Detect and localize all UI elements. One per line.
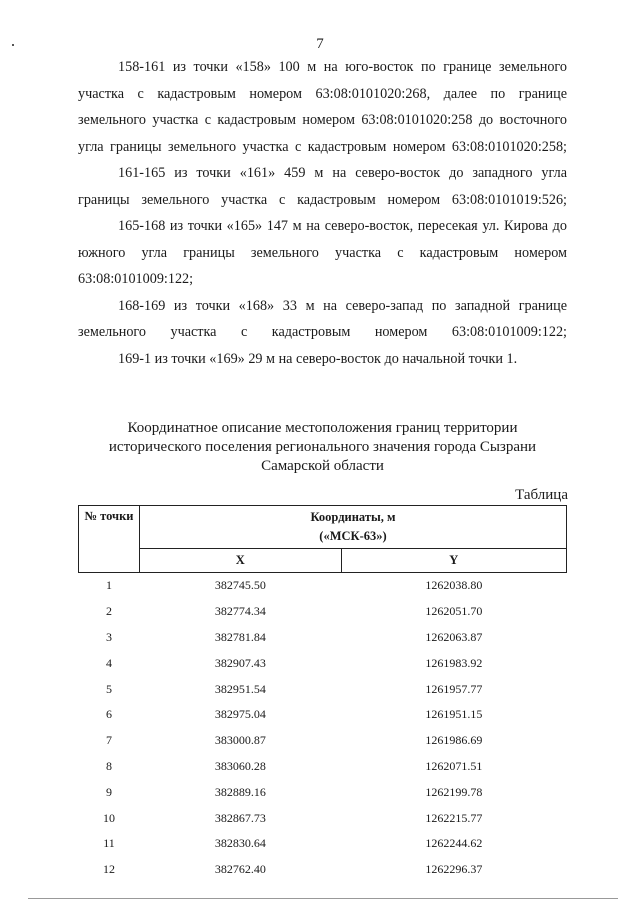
cell-y: 1262296.37	[425, 862, 483, 877]
cell-y: 1261986.69	[425, 733, 483, 748]
cell-y: 1261957.77	[425, 681, 483, 696]
page-bottom-rule	[28, 898, 618, 899]
cell-x: 382830.64	[214, 836, 266, 851]
cell-x: 382762.40	[214, 862, 266, 877]
cell-y: 1262063.87	[425, 629, 483, 644]
paragraph-158-161: 158-161 из точки «158» 100 м на юго-восток по границе земельного участка с кадастровым номером 63:08:0101020:268, далее по границе земельного участка с кадастровым номером 63:08:0101020:258 до восточного угла границы земельного участка с кадастровым номером 63:08:0101020:258;	[78, 59, 567, 155]
header-x: X	[140, 549, 342, 573]
cell-y: 1262051.70	[425, 604, 483, 619]
cell-point: 5	[106, 681, 112, 696]
table-row	[79, 573, 567, 599]
table-row	[79, 702, 567, 728]
heading-line-2: исторического поселения регионального значения города Сызрани	[108, 439, 537, 455]
heading-line-1: Координатное описание местоположения границ территории	[127, 420, 518, 436]
table-row	[79, 754, 567, 780]
table-row	[79, 728, 567, 754]
table-row	[79, 650, 567, 676]
table-row	[79, 857, 567, 883]
header-y: Y	[341, 549, 566, 573]
table-caption: Таблица	[515, 487, 568, 503]
header-coordinate-system: («МСК-63»)	[319, 529, 387, 543]
cell-x: 382889.16	[214, 784, 266, 799]
paragraph-169-1: 169-1 из точки «169» 29 м на северо-восток до начальной точки 1.	[118, 350, 518, 367]
table-row	[79, 831, 567, 857]
header-coordinates	[140, 506, 567, 549]
section-heading	[78, 419, 567, 476]
paragraph-161-165: 161-165 из точки «161» 459 м на северо-восток до западного угла границы земельного участка с кадастровым номером 63:08:0101019:526;	[78, 165, 567, 208]
scan-speck	[12, 44, 14, 46]
table-row	[79, 676, 567, 702]
route-description	[78, 54, 567, 372]
cell-point: 12	[103, 862, 115, 877]
cell-x: 382867.73	[214, 810, 266, 825]
cell-point: 4	[106, 655, 112, 670]
header-coordinates-label: Координаты, м	[310, 510, 396, 524]
page-number: 7	[316, 36, 324, 52]
cell-y: 1262199.78	[425, 784, 483, 799]
cell-x: 382907.43	[214, 655, 266, 670]
paragraph-168-169: 168-169 из точки «168» 33 м на северо-запад по западной границе земельного участка с кадастровым номером 63:08:0101009:122;	[78, 297, 567, 340]
cell-y: 1262071.51	[425, 758, 483, 773]
cell-x: 382774.34	[214, 604, 266, 619]
cell-y: 1261951.15	[425, 707, 483, 722]
paragraph-165-168: 165-168 из точки «165» 147 м на северо-восток, пересекая ул. Кирова до южного угла границы земельного участка с кадастровым номером 63:08:0101009:122;	[78, 218, 567, 287]
cell-point: 10	[103, 810, 115, 825]
cell-y: 1261983.92	[425, 655, 483, 670]
table-row	[79, 779, 567, 805]
cell-point: 11	[103, 836, 115, 851]
table-body	[79, 573, 567, 883]
cell-x: 382745.50	[214, 578, 266, 593]
cell-x: 382975.04	[214, 707, 266, 722]
cell-point: 9	[106, 784, 112, 799]
table-row	[79, 599, 567, 625]
header-point-number: № точки	[79, 506, 140, 573]
cell-y: 1262038.80	[425, 578, 483, 593]
cell-point: 7	[106, 733, 112, 748]
cell-point: 1	[106, 578, 112, 593]
table-row	[79, 805, 567, 831]
cell-point: 6	[106, 707, 112, 722]
heading-line-3: Самарской области	[261, 458, 384, 474]
cell-y: 1262244.62	[425, 836, 483, 851]
cell-point: 8	[106, 758, 112, 773]
coordinates-table	[78, 505, 567, 883]
cell-x: 382951.54	[214, 681, 266, 696]
cell-x: 383060.28	[214, 758, 266, 773]
cell-point: 3	[106, 629, 112, 644]
cell-point: 2	[106, 604, 112, 619]
cell-y: 1262215.77	[425, 810, 483, 825]
table-row	[79, 625, 567, 651]
cell-x: 382781.84	[214, 629, 266, 644]
cell-x: 383000.87	[214, 733, 266, 748]
